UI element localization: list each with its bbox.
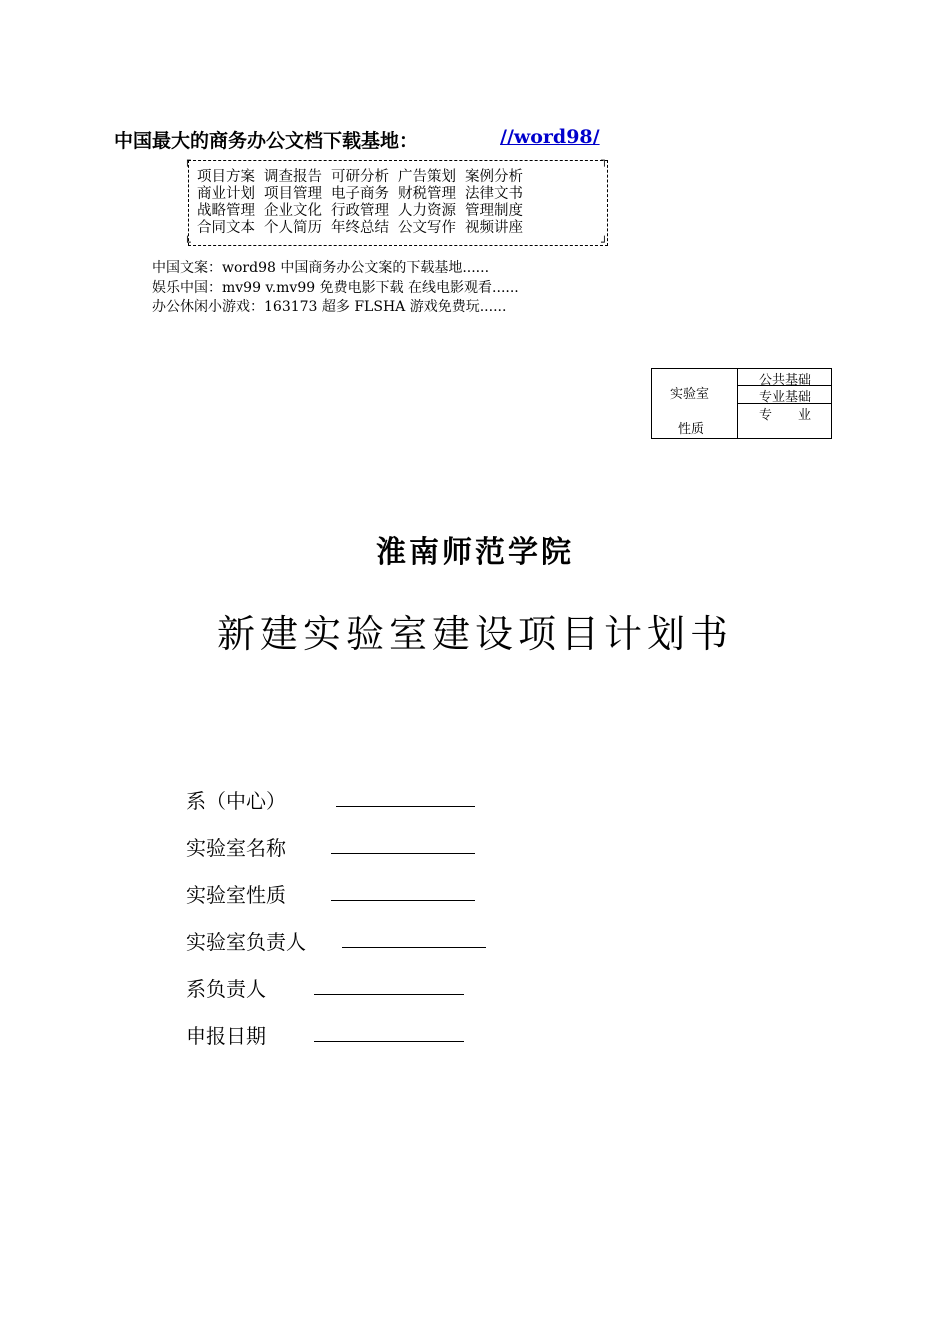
- form-field-blank[interactable]: [314, 994, 464, 995]
- lab-type-label: 性质: [678, 422, 705, 437]
- banner-link[interactable]: //word98/: [500, 126, 600, 148]
- category-row: [197, 203, 532, 220]
- category-row: [197, 220, 532, 237]
- category-link[interactable]: 法律文书: [465, 186, 523, 202]
- form-field-label: 系（中心）: [186, 789, 286, 813]
- form-field-label: 系负责人: [186, 977, 266, 1001]
- category-link[interactable]: 公文写作: [398, 220, 456, 236]
- category-link[interactable]: 广告策划: [398, 169, 456, 185]
- corner-mark: ┘: [601, 236, 608, 249]
- form-field-label: 实验室负责人: [186, 930, 306, 954]
- lab-type-option: 公共基础: [738, 369, 832, 386]
- category-link[interactable]: 年终总结: [331, 220, 389, 236]
- category-link[interactable]: 战略管理: [197, 203, 255, 219]
- form-field-blank[interactable]: [342, 947, 486, 948]
- category-link[interactable]: 调查报告: [264, 169, 322, 185]
- category-link[interactable]: 人力资源: [398, 203, 456, 219]
- lab-type-label: 实验室: [670, 387, 710, 402]
- lab-type-table: [651, 368, 832, 439]
- category-link[interactable]: 项目方案: [197, 169, 255, 185]
- category-link[interactable]: 项目管理: [264, 186, 322, 202]
- school-name: 淮南师范学院: [376, 535, 574, 570]
- document-title: 新建实验室建设项目计划书: [216, 612, 733, 656]
- form-field-blank[interactable]: [331, 853, 475, 854]
- category-link[interactable]: 电子商务: [331, 186, 389, 202]
- category-link[interactable]: 财税管理: [398, 186, 456, 202]
- category-row: [197, 186, 532, 203]
- corner-mark: ┌: [184, 154, 191, 167]
- form-field-blank[interactable]: [336, 806, 475, 807]
- category-link[interactable]: 案例分析: [465, 169, 523, 185]
- category-link[interactable]: 行政管理: [331, 203, 389, 219]
- form-field-blank[interactable]: [331, 900, 475, 901]
- corner-mark: ┐: [601, 154, 608, 167]
- category-link[interactable]: 合同文本: [197, 220, 255, 236]
- form-field-blank[interactable]: [314, 1041, 464, 1042]
- lab-type-label-cell: [652, 369, 738, 438]
- category-row: [197, 169, 532, 186]
- form-field-label: 申报日期: [186, 1024, 266, 1048]
- category-link[interactable]: 可研分析: [331, 169, 389, 185]
- banner-title: 中国最大的商务办公文档下载基地：: [114, 130, 419, 152]
- corner-mark: └: [184, 236, 191, 249]
- lab-type-option: 专 业: [758, 408, 811, 423]
- category-link[interactable]: 企业文化: [264, 203, 322, 219]
- category-link[interactable]: 个人简历: [264, 220, 322, 236]
- lab-type-option: 专业基础: [738, 386, 832, 404]
- form-field-label: 实验室名称: [186, 836, 286, 860]
- category-link[interactable]: 管理制度: [465, 203, 523, 219]
- category-link[interactable]: 商业计划: [197, 186, 255, 202]
- promo-line: 中国文案：word98 中国商务办公文案的下载基地......: [152, 260, 490, 276]
- promo-line: 娱乐中国：mv99 v.mv99 免费电影下载 在线电影观看......: [152, 280, 519, 296]
- promo-line: 办公休闲小游戏：163173 超多 FLSHA 游戏免费玩......: [152, 299, 507, 315]
- category-link[interactable]: 视频讲座: [465, 220, 523, 236]
- form-field-label: 实验室性质: [186, 883, 286, 907]
